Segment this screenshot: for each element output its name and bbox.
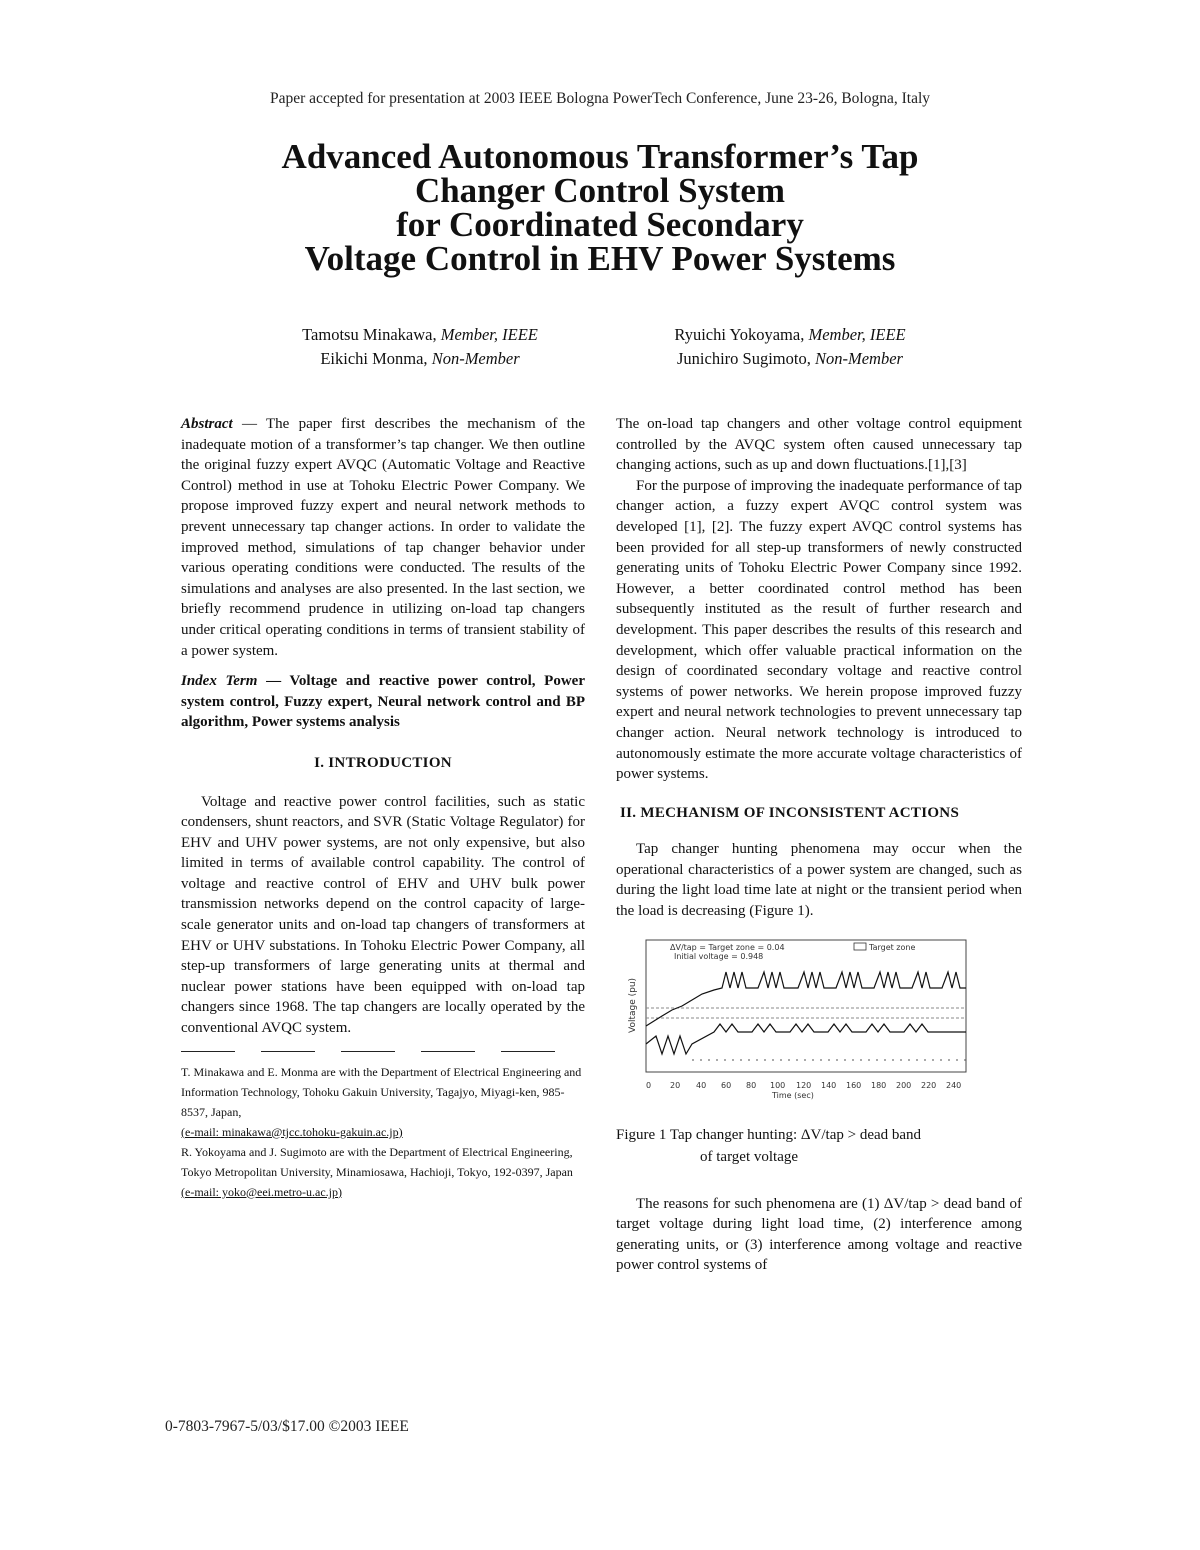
- x-tick: 180: [871, 1080, 887, 1090]
- figure-caption-line-2: of target voltage: [700, 1148, 799, 1165]
- right-paragraph-1: The on-load tap changers and other voltage control equipment controlled by the AVQC system often caused unnecessary tap changing actions, such as up and down fluctuations.[1],[3]: [616, 416, 1022, 474]
- x-tick: 240: [946, 1080, 962, 1090]
- copyright-notice: 0-7803-7967-5/03/$17.00 ©2003 IEEE: [165, 1418, 409, 1435]
- x-tick: 60: [721, 1080, 732, 1090]
- right-paragraph-4: The reasons for such phenomena are (1) ΔV/tap > dead band of target voltage during light load time, (2) interference among generating units, or (3) interference among voltage and reactive power control systems of: [616, 1195, 1022, 1274]
- introduction-paragraph: Voltage and reactive power control facilities, such as static condensers, shunt reactors, and SVR (Static Voltage Regulator) for EHV and UHV power systems, are not only expensive, but also limited in terms of available control capability. The control of voltage and reactive control of EHV and UHV bulk power transmission networks depend on the control capacity of large-scale generator units and on-load tap changers of transformers at EHV or UHV substations. In Tohoku Electric Power Company, all step-up transformers of large generating units at thermal and nuclear power stations have been equipped with on-load tap changers since 1968. The tap changers are locally operated by the conventional AVQC system.: [181, 793, 585, 1037]
- title-line-2: Changer Control System: [414, 171, 786, 210]
- figure-1-caption: [616, 1124, 1022, 1168]
- abstract: [181, 414, 585, 661]
- paper-title: [140, 137, 1060, 278]
- abstract-text: — The paper first describes the mechanism of the inadequate motion of a transformer’s tap changer. We then outline the original fuzzy expert AVQC (Automatic Voltage and Reactive Control) method in use at Tohoku Electric Power Company. We propose improved fuzzy expert and neural network methods to prevent unnecessary tap changer actions. In order to validate the improved method, simulations of tap changer behavior under various operating conditions were conducted. The results of the simulations and analyses are also presented. In the last section, we briefly recommend prudence in utilizing on-load tap changers under critical operating conditions in terms of transient stability of a power system.: [181, 416, 585, 659]
- footnote-email-1: (e-mail: minakawa@tjcc.tohoku-gakuin.ac.jp): [181, 1124, 403, 1139]
- author-2: Eikichi Monma, Non-Member: [320, 349, 520, 368]
- figure-caption-line-1: Figure 1 Tap changer hunting: ΔV/tap > dead band: [616, 1126, 922, 1143]
- right-paragraph-2: For the purpose of improving the inadequate performance of tap changer action, a fuzzy expert AVQC control system was developed [1], [2]. The fuzzy expert AVQC control systems has been provided for all step-up transformers of newly constructed generating units of Tohoku Electric Power Company since 1992. However, a better coordinated control method has been subsequently instituted as the result of further research and development. This paper describes the results of this research and development, which offer valuable practical information on the design of coordinated secondary voltage and reactive control systems of power networks. We herein propose improved fuzzy expert and neural network technologies to prevent unnecessary tap changer action. Neural network technology is introduced to autonomously estimate the more accurate voltage characteristics of power systems.: [616, 477, 1022, 783]
- x-tick: 120: [796, 1080, 812, 1090]
- right-paragraph-3: Tap changer hunting phenomena may occur when the operational characteristics of a power system are changed, such as during the light load time late at night or the transient period when the load is decreasing (Figure 1).: [616, 841, 1022, 920]
- x-tick: 220: [921, 1080, 937, 1090]
- footnote-affiliation-2: R. Yokoyama and J. Sugimoto are with the Department of Electrical Engineering, Tokyo Metropolitan University, Minamiosawa, Hachioji, Tokyo, 192-0397, Japan: [181, 1144, 573, 1179]
- x-axis-label: Time (sec): [772, 1090, 814, 1100]
- x-tick: 100: [770, 1080, 786, 1090]
- index-terms-text: — Voltage and reactive power control, Power system control, Fuzzy expert, Neural network control and BP algorithm, Power systems analysis: [181, 673, 585, 731]
- footnote-email-2: (e-mail: yoko@eei.metro-u.ac.jp): [181, 1184, 342, 1199]
- x-tick: 140: [821, 1080, 837, 1090]
- authors-left: [220, 323, 620, 371]
- title-line-1: Advanced Autonomous Transformer’s Tap: [281, 137, 919, 176]
- annotation-deltav: ΔV/tap = Target zone = 0.04: [670, 942, 785, 952]
- x-tick: 40: [696, 1080, 707, 1090]
- title-line-4: Voltage Control in EHV Power Systems: [304, 239, 896, 278]
- y-axis-label: Voltage (pu): [628, 977, 638, 1033]
- x-tick: 200: [896, 1080, 912, 1090]
- conference-header: Paper accepted for presentation at 2003 IEEE Bologna PowerTech Conference, June 23-26, Bologna, Italy: [269, 90, 931, 107]
- authors-right: [600, 323, 980, 371]
- legend-label: Target zone: [869, 942, 916, 952]
- section-heading-introduction: I. INTRODUCTION: [314, 754, 452, 771]
- footnote-divider: [181, 1051, 585, 1052]
- title-line-3: for Coordinated Secondary: [396, 205, 804, 244]
- x-tick: 20: [670, 1080, 681, 1090]
- tap-hunting-plot: [622, 936, 972, 1096]
- abstract-label: Abstract: [181, 416, 233, 432]
- author-3: Ryuichi Yokoyama, Member, IEEE: [674, 325, 906, 344]
- legend-swatch: [854, 943, 866, 950]
- index-terms: [181, 671, 585, 733]
- index-terms-label: Index Term: [181, 673, 258, 690]
- annotation-initial-voltage: Initial voltage = 0.948: [674, 951, 764, 961]
- figure-1-plot: [622, 936, 972, 1100]
- right-column: [616, 414, 1022, 1276]
- x-tick: 160: [846, 1080, 862, 1090]
- footnotes: [181, 1062, 585, 1202]
- tap-trace: [646, 1024, 966, 1054]
- x-tick: 80: [746, 1080, 757, 1090]
- x-tick: 0: [646, 1080, 652, 1090]
- author-4: Junichiro Sugimoto, Non-Member: [677, 349, 903, 368]
- section-heading-mechanism: II. MECHANISM OF INCONSISTENT ACTIONS: [620, 804, 960, 821]
- left-column: [181, 414, 585, 1202]
- author-1: Tamotsu Minakawa, Member, IEEE: [302, 325, 538, 344]
- footnote-affiliation-1: T. Minakawa and E. Monma are with the Department of Electrical Engineering and Information Technology, Tohoku Gakuin University, Tagajyo, Miyagi-ken, 985-8537, Japan,: [181, 1064, 582, 1119]
